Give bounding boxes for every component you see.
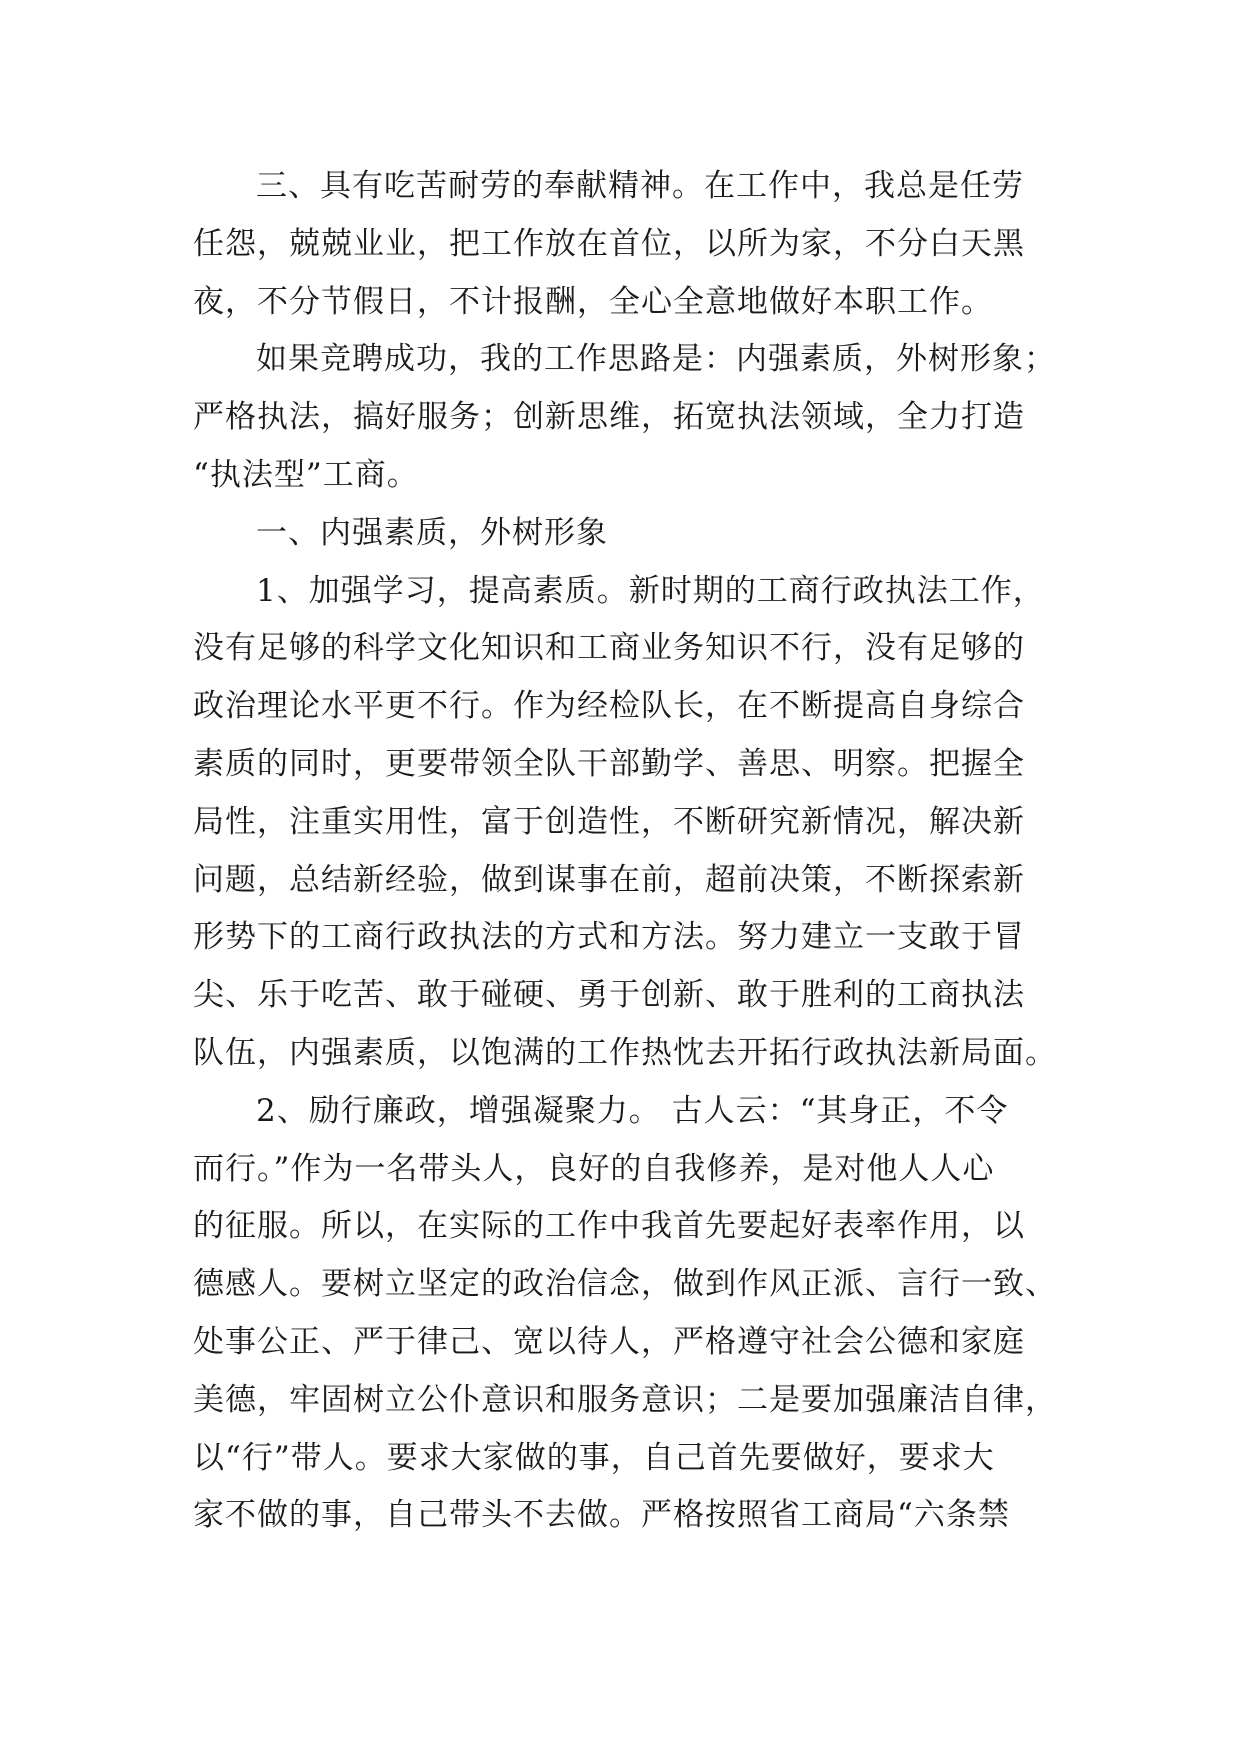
paragraph-line: 美德，牢固树立公仆意识和服务意识；二是要加强廉洁自律， xyxy=(193,1381,1057,1418)
paragraph-line: 政治理论水平更不行。作为经检队长，在不断提高自身综合 xyxy=(193,688,1025,725)
paragraph-line: 尖、乐于吃苦、敢于碰硬、勇于创新、敢于胜利的工商执法 xyxy=(193,977,1025,1014)
paragraph-line: 以“行”带人。要求大家做的事，自己首先要做好，要求大 xyxy=(193,1439,995,1476)
paragraph-line: 严格执法，搞好服务；创新思维，拓宽执法领域，全力打造 xyxy=(193,399,1025,436)
paragraph-line: 的征服。所以，在实际的工作中我首先要起好表率作用，以 xyxy=(193,1208,1025,1245)
paragraph-line: 素质的同时，更要带领全队干部勤学、善思、明察。把握全 xyxy=(193,745,1025,782)
document-body xyxy=(193,158,1073,1545)
paragraph-line: 没有足够的科学文化知识和工商业务知识不行，没有足够的 xyxy=(193,630,1025,667)
paragraph-line: 2、励行廉政，增强凝聚力。 古人云：“其身正，不令 xyxy=(256,1092,1009,1129)
paragraph-line: 任怨，兢兢业业，把工作放在首位，以所为家，不分白天黑 xyxy=(193,225,1025,262)
paragraph-line: 而行。”作为一名带头人，良好的自我修养，是对他人人心 xyxy=(193,1150,995,1187)
paragraph-line: 德感人。要树立坚定的政治信念，做到作风正派、言行一致、 xyxy=(193,1266,1057,1303)
paragraph-line: 局性，注重实用性，富于创造性，不断研究新情况，解决新 xyxy=(193,803,1025,840)
paragraph-line: 问题，总结新经验，做到谋事在前，超前决策，不断探索新 xyxy=(193,861,1025,898)
paragraph-line: 三、具有吃苦耐劳的奉献精神。在工作中，我总是任劳 xyxy=(256,168,1024,204)
paragraph-line: 如果竞聘成功，我的工作思路是：内强素质，外树形象； xyxy=(256,341,1056,378)
paragraph-line: “执法型”工商。 xyxy=(193,456,419,493)
paragraph-line: 队伍，内强素质，以饱满的工作热忱去开拓行政执法新局面。 xyxy=(193,1034,1057,1071)
paragraph-line: 家不做的事，自己带头不去做。严格按照省工商局“六条禁 xyxy=(193,1497,1010,1534)
paragraph-line: 1、加强学习，提高素质。新时期的工商行政执法工作， xyxy=(256,572,1045,609)
paragraph-line: 处事公正、严于律己、宽以待人，严格遵守社会公德和家庭 xyxy=(193,1323,1025,1360)
section-heading: 一、内强素质，外树形象 xyxy=(256,514,608,551)
paragraph-line: 形势下的工商行政执法的方式和方法。努力建立一支敢于冒 xyxy=(193,919,1025,956)
paragraph-line: 夜，不分节假日，不计报酬，全心全意地做好本职工作。 xyxy=(193,283,993,320)
